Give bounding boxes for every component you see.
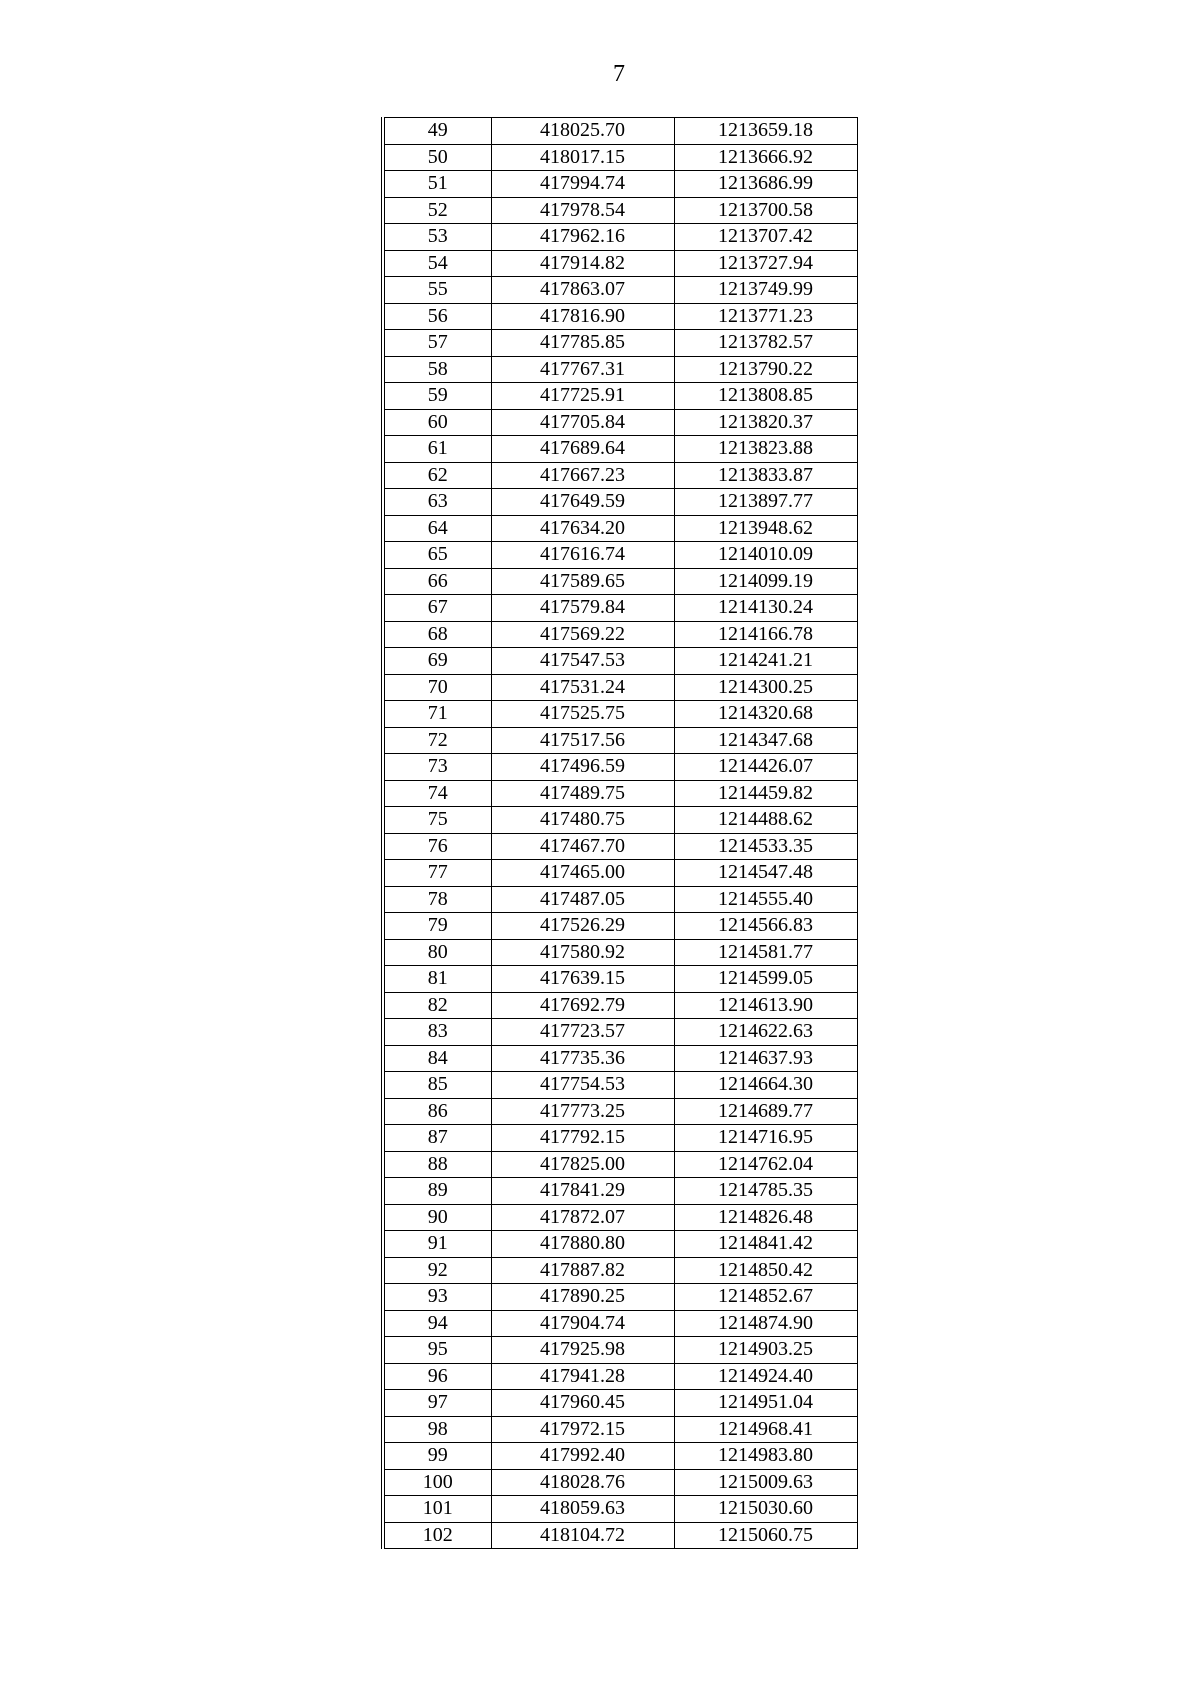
table-row bbox=[383, 383, 857, 410]
point-number-cell: 66 bbox=[383, 568, 491, 595]
point-number-cell: 89 bbox=[383, 1178, 491, 1205]
y-coordinate-cell: 1214166.78 bbox=[674, 621, 857, 648]
table-row bbox=[383, 568, 857, 595]
y-coordinate-cell: 1213666.92 bbox=[674, 144, 857, 171]
point-number-cell: 75 bbox=[383, 807, 491, 834]
x-coordinate-cell: 417887.82 bbox=[491, 1257, 674, 1284]
y-coordinate-cell: 1213790.22 bbox=[674, 356, 857, 383]
x-coordinate-cell: 417978.54 bbox=[491, 197, 674, 224]
table-row bbox=[383, 171, 857, 198]
y-coordinate-cell: 1214241.21 bbox=[674, 648, 857, 675]
y-coordinate-cell: 1213948.62 bbox=[674, 515, 857, 542]
x-coordinate-cell: 417723.57 bbox=[491, 1019, 674, 1046]
x-coordinate-cell: 417589.65 bbox=[491, 568, 674, 595]
table-row bbox=[383, 1443, 857, 1470]
x-coordinate-cell: 417517.56 bbox=[491, 727, 674, 754]
x-coordinate-cell: 417992.40 bbox=[491, 1443, 674, 1470]
x-coordinate-cell: 417569.22 bbox=[491, 621, 674, 648]
table-row bbox=[383, 462, 857, 489]
table-row bbox=[383, 860, 857, 887]
y-coordinate-cell: 1214841.42 bbox=[674, 1231, 857, 1258]
y-coordinate-cell: 1214010.09 bbox=[674, 542, 857, 569]
x-coordinate-cell: 417465.00 bbox=[491, 860, 674, 887]
point-number-cell: 57 bbox=[383, 330, 491, 357]
table-row bbox=[383, 250, 857, 277]
point-number-cell: 76 bbox=[383, 833, 491, 860]
y-coordinate-cell: 1214951.04 bbox=[674, 1390, 857, 1417]
y-coordinate-cell: 1214347.68 bbox=[674, 727, 857, 754]
y-coordinate-cell: 1213808.85 bbox=[674, 383, 857, 410]
y-coordinate-cell: 1214874.90 bbox=[674, 1310, 857, 1337]
point-number-cell: 82 bbox=[383, 992, 491, 1019]
point-number-cell: 63 bbox=[383, 489, 491, 516]
x-coordinate-cell: 417489.75 bbox=[491, 780, 674, 807]
page-number: 7 bbox=[613, 61, 625, 87]
point-number-cell: 100 bbox=[383, 1469, 491, 1496]
point-number-cell: 83 bbox=[383, 1019, 491, 1046]
y-coordinate-cell: 1213820.37 bbox=[674, 409, 857, 436]
x-coordinate-cell: 417773.25 bbox=[491, 1098, 674, 1125]
table-row bbox=[383, 1522, 857, 1549]
table-row bbox=[383, 966, 857, 993]
point-number-cell: 53 bbox=[383, 224, 491, 251]
table-row bbox=[383, 1284, 857, 1311]
point-number-cell: 65 bbox=[383, 542, 491, 569]
x-coordinate-cell: 417705.84 bbox=[491, 409, 674, 436]
table-row bbox=[383, 542, 857, 569]
y-coordinate-cell: 1214983.80 bbox=[674, 1443, 857, 1470]
x-coordinate-cell: 418059.63 bbox=[491, 1496, 674, 1523]
table-row bbox=[383, 1178, 857, 1205]
x-coordinate-cell: 417480.75 bbox=[491, 807, 674, 834]
x-coordinate-cell: 417841.29 bbox=[491, 1178, 674, 1205]
table-row bbox=[383, 1072, 857, 1099]
table-row bbox=[383, 833, 857, 860]
x-coordinate-cell: 417972.15 bbox=[491, 1416, 674, 1443]
x-coordinate-cell: 417639.15 bbox=[491, 966, 674, 993]
y-coordinate-cell: 1214488.62 bbox=[674, 807, 857, 834]
table-row bbox=[383, 1257, 857, 1284]
y-coordinate-cell: 1215060.75 bbox=[674, 1522, 857, 1549]
table-row bbox=[383, 1231, 857, 1258]
y-coordinate-cell: 1213782.57 bbox=[674, 330, 857, 357]
x-coordinate-cell: 417825.00 bbox=[491, 1151, 674, 1178]
y-coordinate-cell: 1214533.35 bbox=[674, 833, 857, 860]
table-row bbox=[383, 1416, 857, 1443]
x-coordinate-cell: 417467.70 bbox=[491, 833, 674, 860]
table-row bbox=[383, 224, 857, 251]
point-number-cell: 99 bbox=[383, 1443, 491, 1470]
y-coordinate-cell: 1214581.77 bbox=[674, 939, 857, 966]
x-coordinate-cell: 417616.74 bbox=[491, 542, 674, 569]
y-coordinate-cell: 1213700.58 bbox=[674, 197, 857, 224]
point-number-cell: 74 bbox=[383, 780, 491, 807]
y-coordinate-cell: 1214762.04 bbox=[674, 1151, 857, 1178]
x-coordinate-cell: 417735.36 bbox=[491, 1045, 674, 1072]
point-number-cell: 62 bbox=[383, 462, 491, 489]
table-row bbox=[383, 515, 857, 542]
table-row bbox=[383, 1045, 857, 1072]
x-coordinate-cell: 417962.16 bbox=[491, 224, 674, 251]
point-number-cell: 54 bbox=[383, 250, 491, 277]
y-coordinate-cell: 1214320.68 bbox=[674, 701, 857, 728]
table-row bbox=[383, 886, 857, 913]
point-number-cell: 90 bbox=[383, 1204, 491, 1231]
table-row bbox=[383, 1496, 857, 1523]
table-row bbox=[383, 1125, 857, 1152]
table-row bbox=[383, 409, 857, 436]
point-number-cell: 55 bbox=[383, 277, 491, 304]
y-coordinate-cell: 1215030.60 bbox=[674, 1496, 857, 1523]
x-coordinate-cell: 417547.53 bbox=[491, 648, 674, 675]
table-row bbox=[383, 913, 857, 940]
y-coordinate-cell: 1214613.90 bbox=[674, 992, 857, 1019]
y-coordinate-cell: 1213823.88 bbox=[674, 436, 857, 463]
y-coordinate-cell: 1214689.77 bbox=[674, 1098, 857, 1125]
y-coordinate-cell: 1213833.87 bbox=[674, 462, 857, 489]
point-number-cell: 101 bbox=[383, 1496, 491, 1523]
point-number-cell: 78 bbox=[383, 886, 491, 913]
y-coordinate-cell: 1214785.35 bbox=[674, 1178, 857, 1205]
x-coordinate-cell: 417890.25 bbox=[491, 1284, 674, 1311]
y-coordinate-cell: 1214924.40 bbox=[674, 1363, 857, 1390]
point-number-cell: 87 bbox=[383, 1125, 491, 1152]
y-coordinate-cell: 1214300.25 bbox=[674, 674, 857, 701]
x-coordinate-cell: 417526.29 bbox=[491, 913, 674, 940]
point-number-cell: 91 bbox=[383, 1231, 491, 1258]
point-number-cell: 97 bbox=[383, 1390, 491, 1417]
point-number-cell: 60 bbox=[383, 409, 491, 436]
x-coordinate-cell: 417925.98 bbox=[491, 1337, 674, 1364]
table-row bbox=[383, 118, 857, 145]
table-body bbox=[383, 118, 857, 1549]
y-coordinate-cell: 1214566.83 bbox=[674, 913, 857, 940]
point-number-cell: 86 bbox=[383, 1098, 491, 1125]
y-coordinate-cell: 1213749.99 bbox=[674, 277, 857, 304]
point-number-cell: 58 bbox=[383, 356, 491, 383]
point-number-cell: 94 bbox=[383, 1310, 491, 1337]
x-coordinate-cell: 418104.72 bbox=[491, 1522, 674, 1549]
x-coordinate-cell: 417692.79 bbox=[491, 992, 674, 1019]
point-number-cell: 102 bbox=[383, 1522, 491, 1549]
x-coordinate-cell: 417531.24 bbox=[491, 674, 674, 701]
point-number-cell: 69 bbox=[383, 648, 491, 675]
table-row bbox=[383, 436, 857, 463]
x-coordinate-cell: 417785.85 bbox=[491, 330, 674, 357]
y-coordinate-cell: 1213727.94 bbox=[674, 250, 857, 277]
x-coordinate-cell: 417689.64 bbox=[491, 436, 674, 463]
y-coordinate-cell: 1214850.42 bbox=[674, 1257, 857, 1284]
point-number-cell: 51 bbox=[383, 171, 491, 198]
point-number-cell: 98 bbox=[383, 1416, 491, 1443]
point-number-cell: 88 bbox=[383, 1151, 491, 1178]
point-number-cell: 68 bbox=[383, 621, 491, 648]
y-coordinate-cell: 1214622.63 bbox=[674, 1019, 857, 1046]
point-number-cell: 77 bbox=[383, 860, 491, 887]
y-coordinate-cell: 1213659.18 bbox=[674, 118, 857, 145]
table-row bbox=[383, 939, 857, 966]
table-row bbox=[383, 992, 857, 1019]
x-coordinate-cell: 417863.07 bbox=[491, 277, 674, 304]
coordinate-table bbox=[381, 117, 858, 1549]
x-coordinate-cell: 417914.82 bbox=[491, 250, 674, 277]
point-number-cell: 72 bbox=[383, 727, 491, 754]
table-row bbox=[383, 1019, 857, 1046]
point-number-cell: 52 bbox=[383, 197, 491, 224]
x-coordinate-cell: 417792.15 bbox=[491, 1125, 674, 1152]
table-row bbox=[383, 701, 857, 728]
x-coordinate-cell: 417579.84 bbox=[491, 595, 674, 622]
x-coordinate-cell: 418025.70 bbox=[491, 118, 674, 145]
y-coordinate-cell: 1214426.07 bbox=[674, 754, 857, 781]
table-row bbox=[383, 727, 857, 754]
table-row bbox=[383, 648, 857, 675]
x-coordinate-cell: 417880.80 bbox=[491, 1231, 674, 1258]
y-coordinate-cell: 1213686.99 bbox=[674, 171, 857, 198]
y-coordinate-cell: 1213707.42 bbox=[674, 224, 857, 251]
y-coordinate-cell: 1214637.93 bbox=[674, 1045, 857, 1072]
table-row bbox=[383, 197, 857, 224]
x-coordinate-cell: 417941.28 bbox=[491, 1363, 674, 1390]
x-coordinate-cell: 417667.23 bbox=[491, 462, 674, 489]
x-coordinate-cell: 417904.74 bbox=[491, 1310, 674, 1337]
table-row bbox=[383, 356, 857, 383]
table-row bbox=[383, 780, 857, 807]
table-row bbox=[383, 1204, 857, 1231]
point-number-cell: 81 bbox=[383, 966, 491, 993]
x-coordinate-cell: 417816.90 bbox=[491, 303, 674, 330]
y-coordinate-cell: 1214555.40 bbox=[674, 886, 857, 913]
x-coordinate-cell: 417872.07 bbox=[491, 1204, 674, 1231]
table-row bbox=[383, 595, 857, 622]
x-coordinate-cell: 417767.31 bbox=[491, 356, 674, 383]
x-coordinate-cell: 417754.53 bbox=[491, 1072, 674, 1099]
point-number-cell: 84 bbox=[383, 1045, 491, 1072]
x-coordinate-cell: 417580.92 bbox=[491, 939, 674, 966]
x-coordinate-cell: 417649.59 bbox=[491, 489, 674, 516]
x-coordinate-cell: 417994.74 bbox=[491, 171, 674, 198]
table-row bbox=[383, 144, 857, 171]
point-number-cell: 67 bbox=[383, 595, 491, 622]
table-row bbox=[383, 303, 857, 330]
x-coordinate-cell: 418017.15 bbox=[491, 144, 674, 171]
point-number-cell: 80 bbox=[383, 939, 491, 966]
x-coordinate-cell: 417634.20 bbox=[491, 515, 674, 542]
y-coordinate-cell: 1214826.48 bbox=[674, 1204, 857, 1231]
x-coordinate-cell: 417960.45 bbox=[491, 1390, 674, 1417]
point-number-cell: 95 bbox=[383, 1337, 491, 1364]
y-coordinate-cell: 1214459.82 bbox=[674, 780, 857, 807]
table-row bbox=[383, 807, 857, 834]
table-row bbox=[383, 277, 857, 304]
point-number-cell: 64 bbox=[383, 515, 491, 542]
table-row bbox=[383, 1098, 857, 1125]
y-coordinate-cell: 1215009.63 bbox=[674, 1469, 857, 1496]
table-row bbox=[383, 754, 857, 781]
y-coordinate-cell: 1214599.05 bbox=[674, 966, 857, 993]
y-coordinate-cell: 1214716.95 bbox=[674, 1125, 857, 1152]
table-row bbox=[383, 1390, 857, 1417]
y-coordinate-cell: 1214664.30 bbox=[674, 1072, 857, 1099]
point-number-cell: 56 bbox=[383, 303, 491, 330]
point-number-cell: 73 bbox=[383, 754, 491, 781]
table-row bbox=[383, 1310, 857, 1337]
table-row bbox=[383, 1363, 857, 1390]
point-number-cell: 50 bbox=[383, 144, 491, 171]
y-coordinate-cell: 1213897.77 bbox=[674, 489, 857, 516]
point-number-cell: 93 bbox=[383, 1284, 491, 1311]
point-number-cell: 79 bbox=[383, 913, 491, 940]
point-number-cell: 92 bbox=[383, 1257, 491, 1284]
point-number-cell: 85 bbox=[383, 1072, 491, 1099]
y-coordinate-cell: 1214547.48 bbox=[674, 860, 857, 887]
point-number-cell: 59 bbox=[383, 383, 491, 410]
y-coordinate-cell: 1214099.19 bbox=[674, 568, 857, 595]
point-number-cell: 61 bbox=[383, 436, 491, 463]
table-row bbox=[383, 621, 857, 648]
y-coordinate-cell: 1214968.41 bbox=[674, 1416, 857, 1443]
table-row bbox=[383, 330, 857, 357]
x-coordinate-cell: 417487.05 bbox=[491, 886, 674, 913]
point-number-cell: 96 bbox=[383, 1363, 491, 1390]
table-row bbox=[383, 1469, 857, 1496]
x-coordinate-cell: 418028.76 bbox=[491, 1469, 674, 1496]
x-coordinate-cell: 417525.75 bbox=[491, 701, 674, 728]
x-coordinate-cell: 417496.59 bbox=[491, 754, 674, 781]
point-number-cell: 71 bbox=[383, 701, 491, 728]
point-number-cell: 70 bbox=[383, 674, 491, 701]
y-coordinate-cell: 1214130.24 bbox=[674, 595, 857, 622]
point-number-cell: 49 bbox=[383, 118, 491, 145]
table-row bbox=[383, 674, 857, 701]
x-coordinate-cell: 417725.91 bbox=[491, 383, 674, 410]
table-row bbox=[383, 1337, 857, 1364]
y-coordinate-cell: 1214852.67 bbox=[674, 1284, 857, 1311]
table-row bbox=[383, 489, 857, 516]
y-coordinate-cell: 1213771.23 bbox=[674, 303, 857, 330]
y-coordinate-cell: 1214903.25 bbox=[674, 1337, 857, 1364]
table-row bbox=[383, 1151, 857, 1178]
